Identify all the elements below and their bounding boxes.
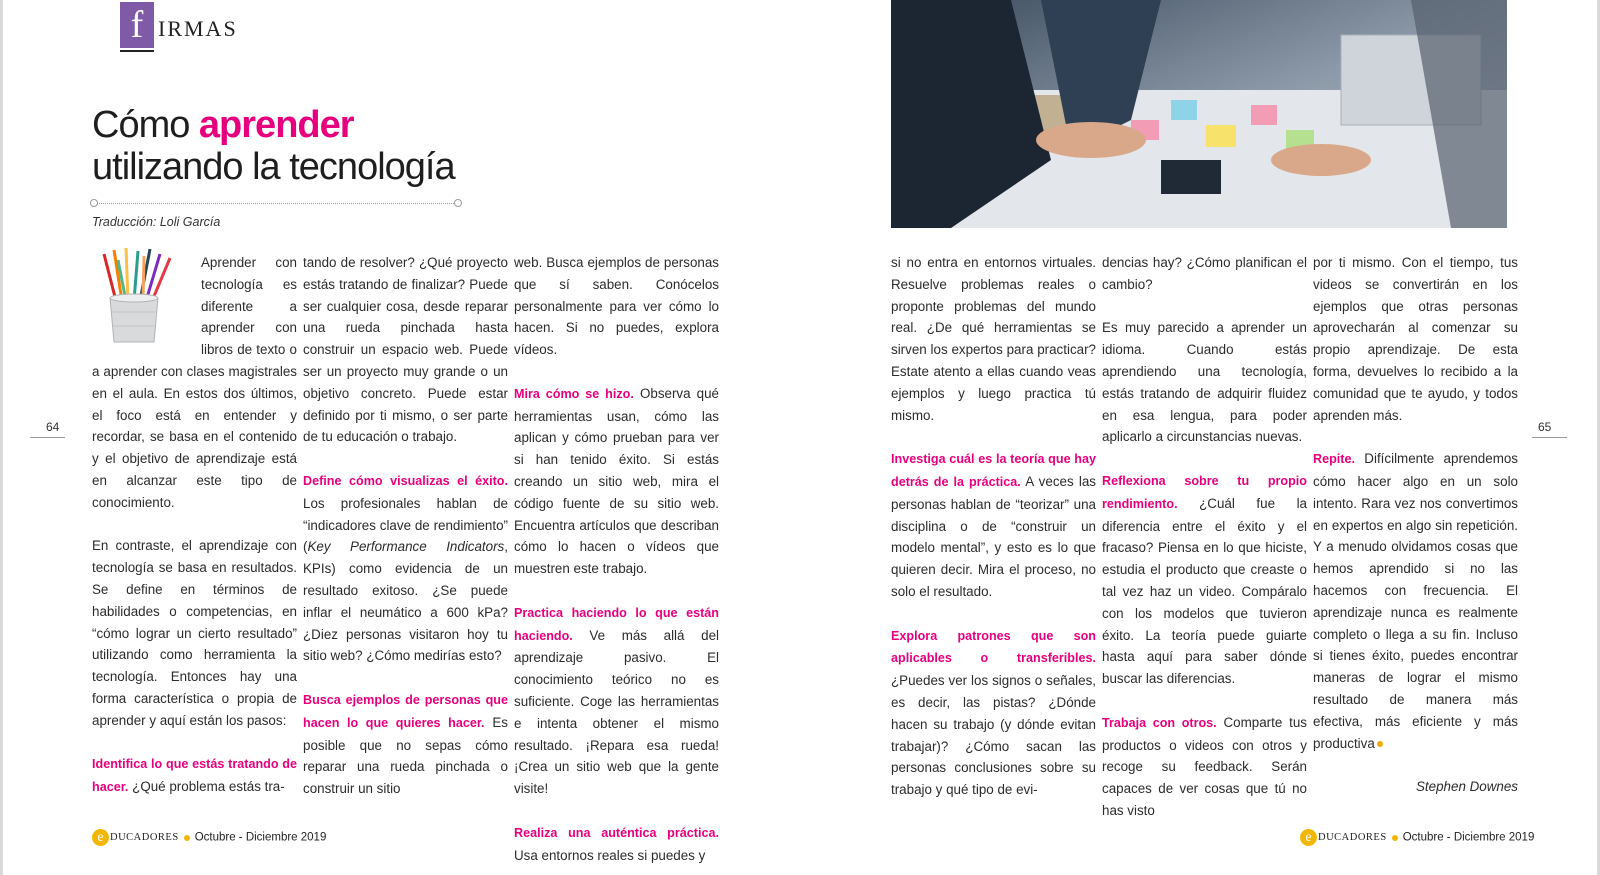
step-heading: Practica haciendo lo que están haciendo. <box>514 605 719 643</box>
divider-end-left <box>90 199 98 207</box>
step-heading: Realiza una auténtica práctica. <box>514 825 719 840</box>
paragraph: por ti mismo. Con el tiempo, tus videos se convertirán en los ejemplos que otras personas aprovecharán al comenzar su propio aprendizaje. De esta forma, devuelves lo recibido a la comunidad que te ayudo, y todos aprenden más. <box>1313 255 1518 423</box>
section-underline <box>120 50 154 52</box>
step-heading: Identifica lo que estás tratando de hacer. <box>92 757 297 795</box>
step-heading: Explora patrones que son aplicables o transferibles. <box>891 628 1096 666</box>
brand-name: DUCADORES <box>110 832 179 843</box>
step-heading: Mira cómo se hizo. <box>514 386 634 401</box>
step-text: Usa entornos reales si puedes y <box>514 847 706 863</box>
step-text: , KPIs) como evidencia de un resultado exitoso. ¿Se puede inflar el neumático a 600 kPa? ¿Diez personas visitaron hoy tu sitio web? ¿Cómo medirías esto? <box>303 539 508 664</box>
brand-logo-icon: e <box>1300 829 1317 846</box>
step-heading: Define cómo visualizas el éxito. <box>303 473 508 488</box>
text-column-3 <box>514 252 719 866</box>
brand-name: DUCADORES <box>1318 832 1387 843</box>
step-text: Ve más allá del aprendizaje pasivo. El conocimiento teórico no es suficiente. Coge las herramientas e intenta obtener el mismo resultado. ¡Repara esa rueda! ¡Crea un sitio web que la gente visite! <box>514 627 719 797</box>
author-signature: Stephen Downes <box>1416 779 1518 795</box>
paragraph <box>1313 448 1518 754</box>
issue-date: Octubre - Diciembre 2019 <box>194 831 327 844</box>
divider-end-right <box>454 199 462 207</box>
paragraph: web. Busca ejemplos de personas que sí saben. Conócelos personalmente para ver cómo lo hacen. Si no puedes, explora vídeos. <box>514 255 719 358</box>
paragraph <box>1102 470 1307 690</box>
paragraph <box>514 822 719 867</box>
title-highlight: aprender <box>198 104 354 146</box>
step-text: Observa qué herramientas usan, cómo las aplican y cómo prueban para ver si han tenido éxito. Si estás creando un sitio web, mira el código fuente de su sitio web. Encuentra artículos que describan cómo lo hacen o vídeos que muestren este trabajo. <box>514 385 720 577</box>
page-number-rule-right <box>1532 437 1567 438</box>
page-number-left: 64 <box>46 420 60 434</box>
section-initial: f <box>120 2 154 48</box>
paragraph: Aprender con tecnología es diferente a aprender con libros de texto o a aprender con clases magistrales en el aula. En estos dos últimos, el foco está en entender y recordar, se basa en el contenido y el objetivo de aprendizaje está en alcanzar este tipo de conocimiento. <box>92 255 297 510</box>
brand-logo-icon: e <box>92 829 109 846</box>
text-column-1 <box>92 252 297 799</box>
article-photo-team-planning <box>891 0 1507 228</box>
step-text: Difícilmente aprendemos cómo hacer algo en un solo intento. Rara vez nos convertimos en expertos en algo sin repetición. Y a menudo olvidamos cosas que hemos aprendido si no las hacemos con frecuencia. El aprendizaje nunca es realmente completo o llega a su fin. Incluso si tienes éxito, puedes encontrar maneras de lograr el mismo resultado de manera más efectiva, más eficiente y más productiva <box>1313 451 1518 751</box>
step-text: ¿Puedes ver los signos o señales, es decir, las pistas? ¿Dónde hacen su trabajo (y dónde evitan trabajar)? ¿Cómo sacan las personas conclusiones sobre su trabajo y qué tipo de evi- <box>891 673 1096 798</box>
paragraph: Es muy parecido a aprender un idioma. Cuando estás aprendiendo una tecnología, estás tratando de adquirir fluidez en esa lengua, para poder aplicarlo a circunstancias nuevas. <box>1102 320 1307 445</box>
step-text: A veces las personas hablan de “teorizar” una disciplina o de “construir un modelo mental”, y esto es lo que quieren decir. Mira el proceso, no solo el resultado. <box>891 473 1096 599</box>
paragraph <box>514 383 719 580</box>
step-text: Los profesionales hablan de “indicadores clave de rendimiento” ( <box>303 495 508 555</box>
issue-date: Octubre - Diciembre 2019 <box>1402 831 1535 844</box>
step-text: Comparte tus productos o videos con otros y recoge su feedback. Serán capaces de ver cosas que tú no has visto <box>1102 714 1307 818</box>
step-heading: Reflexiona sobre tu propio rendimiento. <box>1102 473 1307 511</box>
bullet-icon <box>1392 835 1398 841</box>
page-number-right: 65 <box>1538 420 1552 434</box>
paragraph <box>303 470 508 667</box>
paragraph <box>92 753 297 799</box>
paragraph <box>1102 712 1307 822</box>
section-label: IRMAS <box>158 16 238 41</box>
step-text-italic: Key Performance Indicators <box>307 539 505 555</box>
step-text: ¿Qué problema estás tra- <box>128 779 285 795</box>
text-column-4 <box>891 252 1096 801</box>
paragraph <box>514 602 719 800</box>
pencil-cup-image <box>96 246 193 346</box>
translation-credit: Traducción: Loli García <box>92 215 221 229</box>
title-part-1: Cómo <box>92 104 199 146</box>
text-column-2 <box>303 252 508 800</box>
step-text: ¿Cuál fue la diferencia entre el éxito y el fracaso? Piensa en lo que hiciste, estudia el producto que creaste o tal vez haz un video. Compáralo con los modelos que tuvieron éxito. La teoría puede guiarte hasta aquí para saber dónde buscar las diferencias. <box>1102 495 1307 687</box>
step-heading: Repite. <box>1313 452 1355 467</box>
paragraph <box>891 448 1096 603</box>
paragraph: tando de resolver? ¿Qué proyecto estás tratando de finalizar? Puede ser cualquier cosa, desde reparar una rueda pinchada hasta construir un espacio web. Puede ser un proyecto muy grande o un objetivo concreto. Puede estar definido por ti mismo, o ser parte de tu educación o trabajo. <box>303 255 508 445</box>
step-heading: Investiga cuál es la teoría que hay detrás de la práctica. <box>891 452 1096 489</box>
text-column-6 <box>1313 252 1518 798</box>
paragraph <box>891 625 1096 801</box>
step-heading: Busca ejemplos de personas que hacen lo que quieres hacer. <box>303 692 508 730</box>
article-title <box>92 104 455 188</box>
step-heading: Trabaja con otros. <box>1102 715 1217 730</box>
bullet-icon <box>184 835 190 841</box>
paragraph <box>303 689 508 800</box>
text-column-5 <box>1102 252 1307 822</box>
paragraph: En contraste, el aprendizaje con tecnología se basa en resultados. Se define en términos de habilidades o competencias, en “cómo lograr un cierto resultado” utilizando como herramienta la tecnología. Entonces hay una forma característica o propia de aprender y aquí están los pasos: <box>92 538 297 728</box>
footer-left <box>92 829 326 849</box>
paragraph: si no entra en entornos virtuales. Resuelve problemas reales o proponte problemas del mundo real. ¿De qué herramientas se sirven los expertos para practicar? Estate atento a ellas cuando veas ejemplos y luego practica tú mismo. <box>891 255 1096 423</box>
footer-right <box>1300 829 1534 849</box>
page-edge-left <box>0 0 3 875</box>
title-divider <box>94 203 458 204</box>
paragraph: dencias hay? ¿Cómo planifican el cambio? <box>1102 255 1307 292</box>
end-of-article-dot <box>1377 741 1383 747</box>
title-part-2: utilizando la tecnología <box>92 146 455 188</box>
step-text: Es posible que no sepas cómo reparar una rueda pinchada o construir un sitio <box>303 714 508 797</box>
page-number-rule-left <box>30 437 65 438</box>
